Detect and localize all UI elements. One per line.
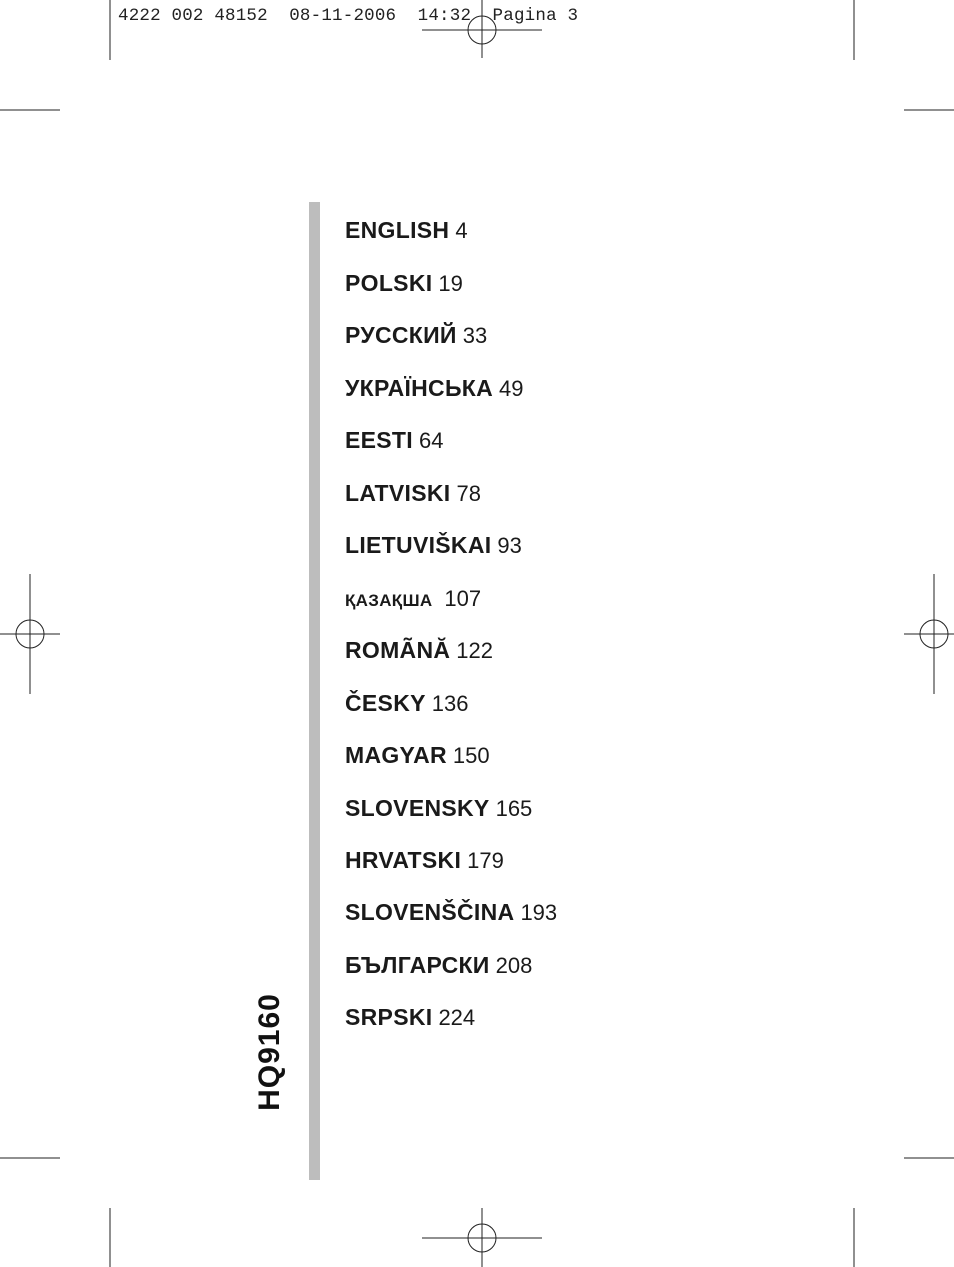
toc-item-polski[interactable] — [345, 272, 463, 295]
toc-language: MAGYAR — [345, 742, 447, 768]
toc-item-russian[interactable] — [345, 324, 487, 347]
toc-item-srpski[interactable] — [345, 1006, 475, 1029]
toc-page-number: 193 — [520, 900, 558, 925]
toc-item-cesky[interactable] — [345, 692, 468, 715]
toc-language: SRPSKI — [345, 1004, 433, 1030]
toc-page-number: 49 — [499, 376, 524, 401]
toc-page-number: 33 — [462, 323, 488, 348]
toc-page-number: 4 — [455, 218, 468, 243]
toc-item-eesti[interactable] — [345, 429, 443, 452]
toc-language: EESTI — [345, 427, 413, 453]
registration-mark-right — [904, 574, 954, 694]
toc-language: HRVATSKI — [345, 847, 462, 873]
toc-page-number: 122 — [456, 638, 494, 663]
toc-page-number: 19 — [438, 271, 463, 296]
toc-item-ukrainian[interactable] — [345, 377, 524, 400]
toc-language: ҚАЗАҚША — [345, 591, 433, 610]
registration-mark-bottom — [422, 1208, 542, 1267]
model-number: HQ9160 — [253, 993, 286, 1111]
toc-page-number: 165 — [495, 796, 533, 821]
toc-language: ROMÃNĂ — [345, 637, 451, 663]
toc-item-hrvatski[interactable] — [345, 849, 504, 872]
toc-language: POLSKI — [345, 270, 433, 296]
toc-language: SLOVENŠČINA — [345, 899, 515, 925]
toc-item-slovensky[interactable] — [345, 797, 532, 820]
side-accent-bar — [309, 202, 320, 1180]
toc-item-magyar[interactable] — [345, 744, 490, 767]
toc-language: ČESKY — [345, 690, 426, 716]
toc-language: БЪЛГАРСКИ — [345, 952, 490, 978]
toc-item-latviski[interactable] — [345, 482, 481, 505]
toc-language: LIETUVIŠKAI — [345, 532, 492, 558]
toc-page-number: 224 — [438, 1005, 476, 1030]
toc-item-slovenscina[interactable] — [345, 901, 557, 924]
toc-language: УКРАЇНСЬКА — [345, 375, 494, 401]
toc-page-number: 64 — [418, 428, 444, 453]
toc-language: LATVISKI — [345, 480, 451, 506]
toc-page-number: 107 — [444, 586, 482, 611]
toc-language: SLOVENSKY — [345, 795, 490, 821]
toc-item-kazakh[interactable] — [345, 588, 481, 610]
toc-page-number: 136 — [431, 691, 469, 716]
toc-item-bulgarian[interactable] — [345, 954, 532, 977]
toc-language: РУССКИЙ — [345, 322, 457, 348]
registration-mark-top — [422, 0, 542, 58]
toc-item-lietuviskai[interactable] — [345, 534, 522, 557]
toc-item-english[interactable] — [345, 219, 468, 242]
toc-page-number: 150 — [452, 743, 490, 768]
toc-language: ENGLISH — [345, 217, 450, 243]
toc-page-number: 78 — [456, 481, 481, 506]
toc-page-number: 179 — [467, 848, 504, 873]
toc-page-number: 93 — [497, 533, 522, 558]
toc-item-romana[interactable] — [345, 639, 493, 662]
toc-page-number: 208 — [495, 953, 533, 978]
registration-mark-left — [0, 574, 60, 694]
print-header: 4222 002 48152 08-11-2006 14:32 Pagina 3 — [118, 6, 579, 26]
